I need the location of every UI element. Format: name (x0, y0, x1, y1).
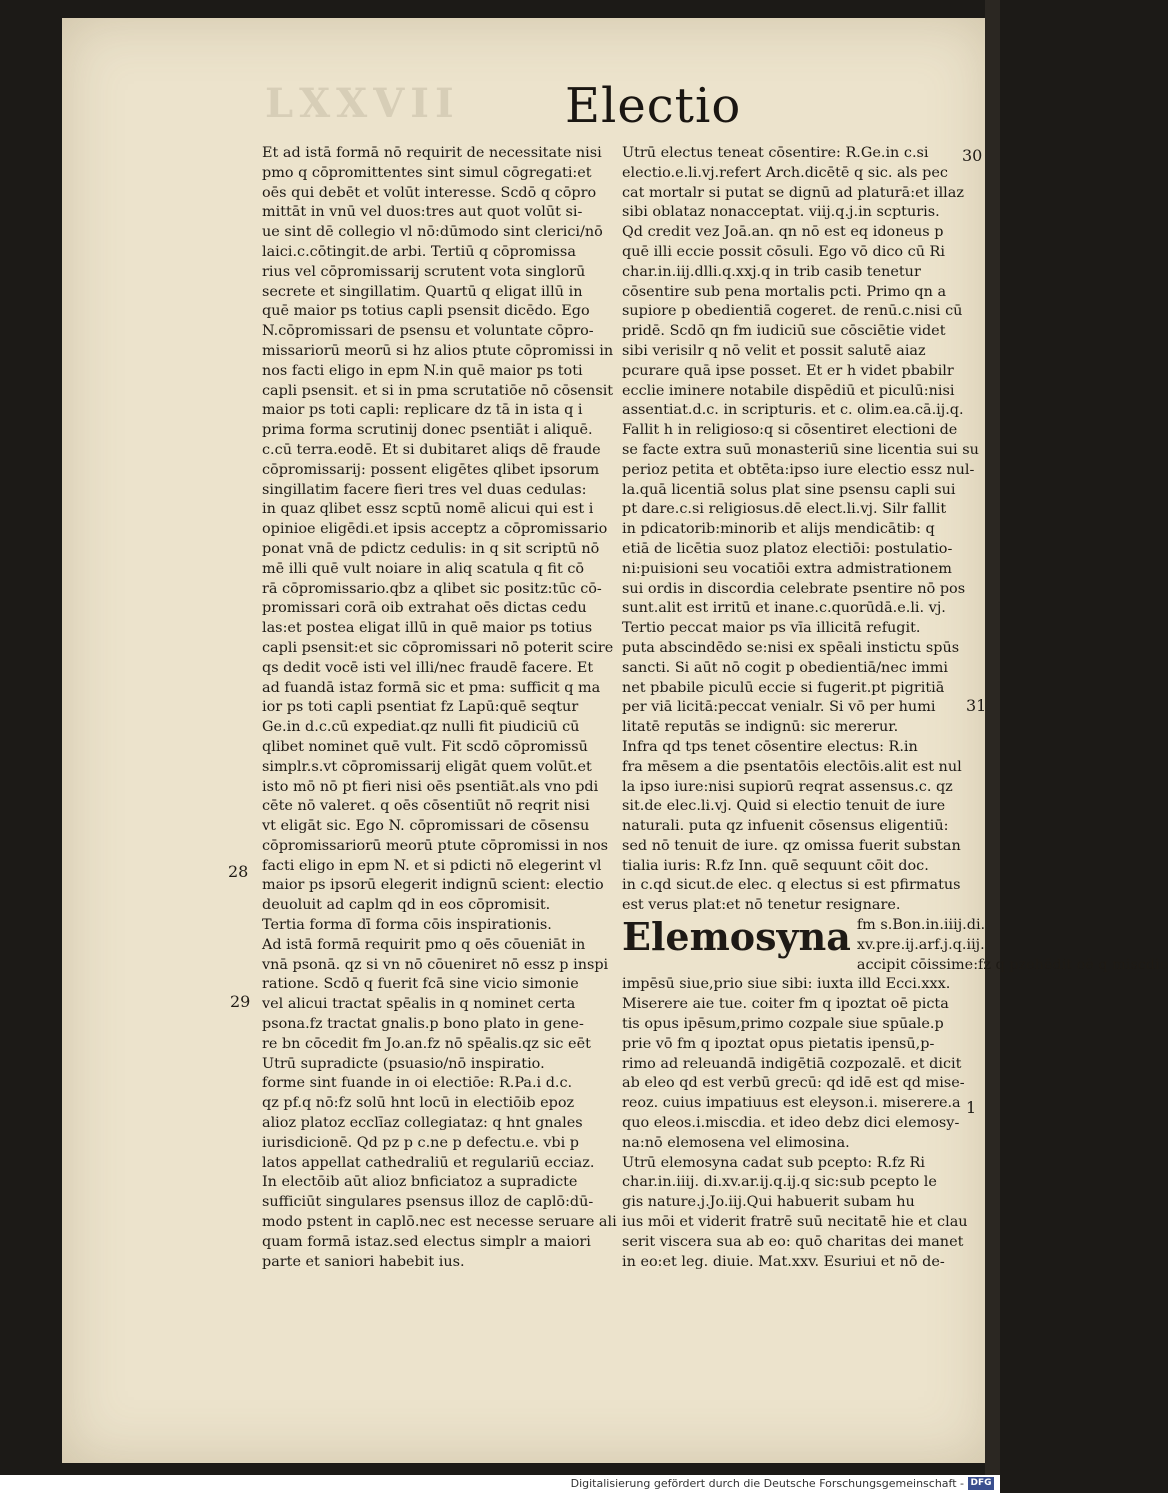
book-spine (985, 0, 1000, 1475)
text-line: facti eligo in epm N. et si pdicti nō elegerint vl (262, 857, 602, 874)
text-line: sancti. Si aūt nō cogit p obedientiā/nec immi (622, 659, 948, 676)
left-column (262, 144, 617, 1272)
margin-number-31: 31 (966, 696, 987, 715)
margin-number-28: 28 (228, 862, 249, 881)
text-line: sed nō tenuit de iure. qz omissa fuerit substan (622, 837, 961, 854)
text-line: oēs qui debēt et volūt interesse. Scdō q cōpro (262, 184, 597, 201)
text-line: Qd credit vez Joā.an. qn nō est eq idoneus p (622, 224, 944, 241)
text-line: assentiat.d.c. in scripturis. et c. olim.ea.cā.ij.q. (622, 402, 964, 419)
text-line: iurisdicionē. Qd pz p c.ne p defectu.e. vbi p (262, 1134, 579, 1151)
text-line: vnā psonā. qz si vn nō cōueniret nō essz p inspi (262, 956, 609, 973)
text-line: fm s.Bon.in.iiij.di. (856, 917, 986, 934)
text-line: se facte extra suū monasteriū sine licentia sui su (622, 441, 979, 458)
text-line: est verus plat:et nō tenetur resignare. (622, 897, 901, 914)
text-line: etiā de licētia suoz platoz electiōi: postulatio- (622, 540, 953, 557)
footer-text: Digitalisierung gefördert durch die Deutsche Forschungsgemeinschaft - (570, 1477, 964, 1490)
text-line: Et ad istā formā nō requirit de necessitate nisi (262, 145, 602, 161)
text-line: maior ps toti capli: replicare dz tā in ista q i (262, 402, 583, 419)
text-line: cēte nō valeret. q oēs cōsentiūt nō reqrit nisi (262, 798, 590, 815)
text-line: char.in.iiij. di.xv.ar.ij.q.ij.q sic:sub pcepto le (622, 1174, 937, 1191)
text-line: ratione. Scdō q fuerit fcā sine vicio simonie (262, 976, 579, 993)
text-line: cōpromissarij: possent eligētes qlibet ipsorum (262, 461, 600, 478)
text-line: serit viscera sua ab eo: quō charitas dei manet (622, 1233, 964, 1250)
text-line: la ipso iure:nisi supiorū reqrat assensus.c. qz (622, 778, 953, 795)
text-line: opinioe eligēdi.et ipsis acceptz a cōpromissario (262, 521, 608, 538)
text-line: supiore p obedientiā cogeret. de renū.c.nisi cū (622, 303, 963, 320)
text-line: mē illi quē vult noiare in aliq scatula q fit cō (262, 560, 585, 577)
text-line: in eo:et leg. diuie. Mat.xxv. Esuriui et nō de- (622, 1253, 945, 1270)
eleemosyna-heading: Elemosyna (622, 914, 851, 960)
text-line: ni:puisioni seu vocatiōi extra admistrationem (622, 560, 952, 577)
text-line: vt eligāt sic. Ego N. cōpromissari de cōsensu (262, 818, 590, 835)
text-line: fra mēsem a die psentatōis electōis.alit est nul (622, 758, 962, 775)
text-line: deuoluit ad caplm qd in eos cōpromisit. (262, 897, 551, 914)
text-line: net pbabile piculū eccie si fugerit.pt pigritiā (622, 679, 945, 696)
running-header: Electio (565, 78, 742, 134)
eleemosyna-section (622, 914, 1168, 1154)
text-line: c.cū terra.eodē. Et si dubitaret aliqs dē fraude (262, 441, 601, 458)
text-line: char.in.iij.dlli.q.xxj.q in trib casib tenetur (622, 263, 921, 280)
text-line: re bn cōcedit fm Jo.an.fz nō spēalis.qz sic eēt (262, 1035, 591, 1052)
text-line: Utrū elemosyna cadat sub pcepto: R.fz Ri (622, 1154, 925, 1171)
text-line: rimo ad releuandā indigētiā cozpozalē. et dicit (622, 1055, 962, 1072)
text-line: electio.e.li.vj.refert Arch.dicētē q sic. als pec (622, 164, 948, 181)
dfg-logo: DFG (968, 1477, 994, 1490)
text-line: Fallit h in religioso:q si cōsentiret electioni de (622, 422, 958, 439)
right-paragraph-31 (622, 738, 962, 916)
right-paragraph-1 (622, 1154, 968, 1273)
text-line: mittāt in vnū vel duos:tres aut quot volūt si- (262, 204, 583, 221)
text-line: la.quā licentiā solus plat sine psensu capli sui (622, 481, 956, 498)
text-line: quē illi eccie possit cōsuli. Ego vō dico cū Ri (622, 243, 945, 260)
text-line: in pdicatorib:minorib et alijs mendicātib: q (622, 521, 935, 538)
text-line: sibi verisilr q nō velit et possit salutē aiaz (622, 342, 926, 359)
text-line: las:et postea eligat illū in quē maior ps totius (262, 620, 593, 637)
text-line: rā cōpromissario.qbz a qlibet sic positz:tūc cō- (262, 580, 602, 597)
text-line: sibi oblataz nonacceptat. viij.q.j.in scpturis. (622, 204, 940, 221)
text-line: ab eleo qd est verbū grecū: qd idē est qd mise- (622, 1075, 965, 1092)
text-line: sufficiūt singulares psensus illoz de caplō:dū- (262, 1194, 594, 1211)
text-line: Miserere aie tue. coiter fm q ipoztat oē picta (622, 996, 949, 1013)
text-line: in quaz qlibet essz scptū nomē alicui qui est i (262, 501, 594, 518)
text-line: gis nature.j.Jo.iij.Qui habuerit subam hu (622, 1194, 915, 1211)
text-line: cōpromissariorū meorū ptute cōpromissi in nos (262, 837, 609, 854)
text-line: simplr.s.vt cōpromissarij eligāt quem volūt.et (262, 758, 592, 775)
text-line: promissari corā oib extrahat oēs dictas cedu (262, 600, 587, 617)
text-line: Utrū supradicte (psuasio/nō inspiratio. (262, 1055, 545, 1072)
text-line: In electōib aūt alioz bnficiatoz a supradicte (262, 1174, 578, 1191)
text-line: cōsentire sub pena mortalis pcti. Primo qn a (622, 283, 947, 300)
text-line: ius mōi et viderit fratrē suū necitatē hie et clau (622, 1214, 968, 1231)
ghost-folio-showthrough: LXXVII (265, 80, 460, 127)
text-line: in c.qd sicut.de elec. q electus si est pfirmatus (622, 877, 961, 894)
text-line: capli psensit. et si in pma scrutatiōe nō cōsensit (262, 382, 614, 399)
text-line: ponat vnā de pdictz cedulis: in q sit scriptū nō (262, 540, 600, 557)
text-line: isto mō nō pt fieri nisi oēs psentiāt.als vno pdi (262, 778, 599, 795)
text-line: sit.de elec.li.vj. Quid si electio tenuit de iure (622, 798, 946, 815)
text-line: qlibet nominet quē vult. Fit scdō cōpromissū (262, 738, 588, 755)
text-line: impēsū siue,prio siue sibi: iuxta illd Ecci.xxx. (622, 976, 951, 993)
text-line: per viā licitā:peccat venialr. Si vō per humi (622, 699, 936, 716)
text-line: cat mortalr si putat se dignū ad platurā:et illaz (622, 184, 964, 201)
text-line: xv.pre.ij.arf.j.q.iij. (856, 936, 985, 953)
text-line: tis opus ipēsum,primo cozpale siue spūale.p (622, 1016, 944, 1033)
text-line: N.cōpromissari de psensu et voluntate cōpro- (262, 323, 594, 340)
text-line: pridē. Scdō qn fm iudiciū sue cōsciētie videt (622, 323, 946, 340)
text-line: maior ps ipsorū elegerit indignū scient: electio (262, 877, 604, 894)
left-paragraph-29 (262, 1055, 617, 1273)
text-line: sunt.alit est irritū et inane.c.quorūdā.e.li. vj. (622, 600, 946, 617)
text-line: capli psensit:et sic cōpromissari nō poterit scire (262, 639, 614, 656)
text-line: na:nō elemosena vel elimosina. (622, 1134, 850, 1151)
text-line: latos appellat cathedraliū et regulariū ecciaz. (262, 1154, 595, 1171)
text-line: perioz petita et obtēta:ipso iure electio essz nul- (622, 461, 975, 478)
text-line: ior ps toti capli psentiat fz Lapū:quē seqtur (262, 699, 579, 716)
text-line: ad fuandā istaz formā sic et pma: sufficit q ma (262, 679, 601, 696)
text-line: prima forma scrutinij donec psentiāt i aliquē. (262, 422, 593, 439)
text-line: prie vō fm q ipoztat opus pietatis ipensū,p- (622, 1035, 935, 1052)
text-line: qs dedit vocē isti vel illi/nec fraudē facere. Et (262, 659, 594, 676)
text-line: tialia iuris: R.fz Inn. quē sequunt cōit doc. (622, 857, 929, 874)
text-line: litatē reputās se indignū: sic mererur. (622, 719, 899, 736)
text-line: quam formā istaz.sed electus simplr a maiori (262, 1233, 591, 1250)
text-line: forme sint fuande in oi electiōe: R.Pa.i d.c. (262, 1075, 573, 1092)
text-line: naturali. puta qz infuenit cōsensus eligentiū: (622, 818, 949, 835)
text-line: nos facti eligo in epm N.in quē maior ps toti (262, 362, 583, 379)
text-line: Tertia forma dī forma cōis inspirationis. (262, 917, 552, 934)
margin-number-1: 1 (966, 1098, 977, 1117)
text-line: Infra qd tps tenet cōsentire electus: R.in (622, 738, 918, 755)
text-line: secrete et singillatim. Quartū q eligat illū in (262, 283, 583, 300)
margin-number-30: 30 (962, 146, 983, 165)
text-line: vel alicui tractat spēalis in q nominet certa (262, 996, 576, 1013)
left-paragraph-main (262, 144, 614, 916)
text-line: qz pf.q nō:fz solū hnt locū in electiōib epoz (262, 1095, 575, 1112)
text-line: ecclie iminere notabile dispēdiū et piculū:nisi (622, 382, 955, 399)
text-line: psona.fz tractat gnalis.p bono plato in gene- (262, 1016, 584, 1033)
text-line: modo pstent in caplō.nec est necesse seruare ali (262, 1214, 617, 1231)
text-line: missariorū meorū si hz alios ptute cōpromissi in (262, 342, 614, 359)
digitization-footer (0, 1475, 1000, 1493)
text-line: quo eleos.i.miscdia. et ideo debz dici elemosy- (622, 1115, 960, 1132)
text-line: Ad istā formā requirit pmo q oēs cōueniāt in (262, 936, 586, 953)
text-line: Tertio peccat maior ps vīa illicitā refugit. (622, 620, 921, 637)
text-line: ue sint dē collegio vl nō:dūmodo sint clerici/nō (262, 224, 603, 241)
text-line: sui ordis in discordia celebrate psentire nō pos (622, 580, 966, 597)
text-line: pcurare quā ipse posset. Et er h videt pbabilr (622, 362, 954, 379)
text-line: Ge.in d.c.cū expediat.qz nulli fit piudiciū cū (262, 719, 580, 736)
text-line: pt dare.c.si religiosus.dē elect.li.vj. Silr fallit (622, 501, 947, 518)
text-line: laici.c.cōtingit.de arbi. Tertiū q cōpromissa (262, 243, 576, 260)
text-line: reoz. cuius impatiuus est eleyson.i. miserere.a (622, 1095, 961, 1112)
text-line: alioz platoz ecclīaz collegiataz: q hnt gnales (262, 1115, 583, 1132)
text-line: puta abscindēdo se:nisi ex spēali instictu spūs (622, 639, 960, 656)
text-line: pmo q cōpromittentes sint simul cōgregati:et (262, 164, 592, 181)
text-line: Utrū electus teneat cōsentire: R.Ge.in c.si (622, 145, 929, 161)
text-line: parte et saniori habebit ius. (262, 1253, 465, 1270)
margin-number-29: 29 (230, 992, 251, 1011)
text-line: singillatim facere fieri tres vel duas cedulas: (262, 481, 587, 498)
left-paragraph-28 (262, 916, 609, 1055)
text-line: quē maior ps totius capli psensit dicēdo. Ego (262, 303, 590, 320)
text-line: accipit cōissime:fz q pzehēdit oē q miscdie (856, 956, 1168, 973)
text-line: rius vel cōpromissarij scrutent vota singlorū (262, 263, 586, 280)
